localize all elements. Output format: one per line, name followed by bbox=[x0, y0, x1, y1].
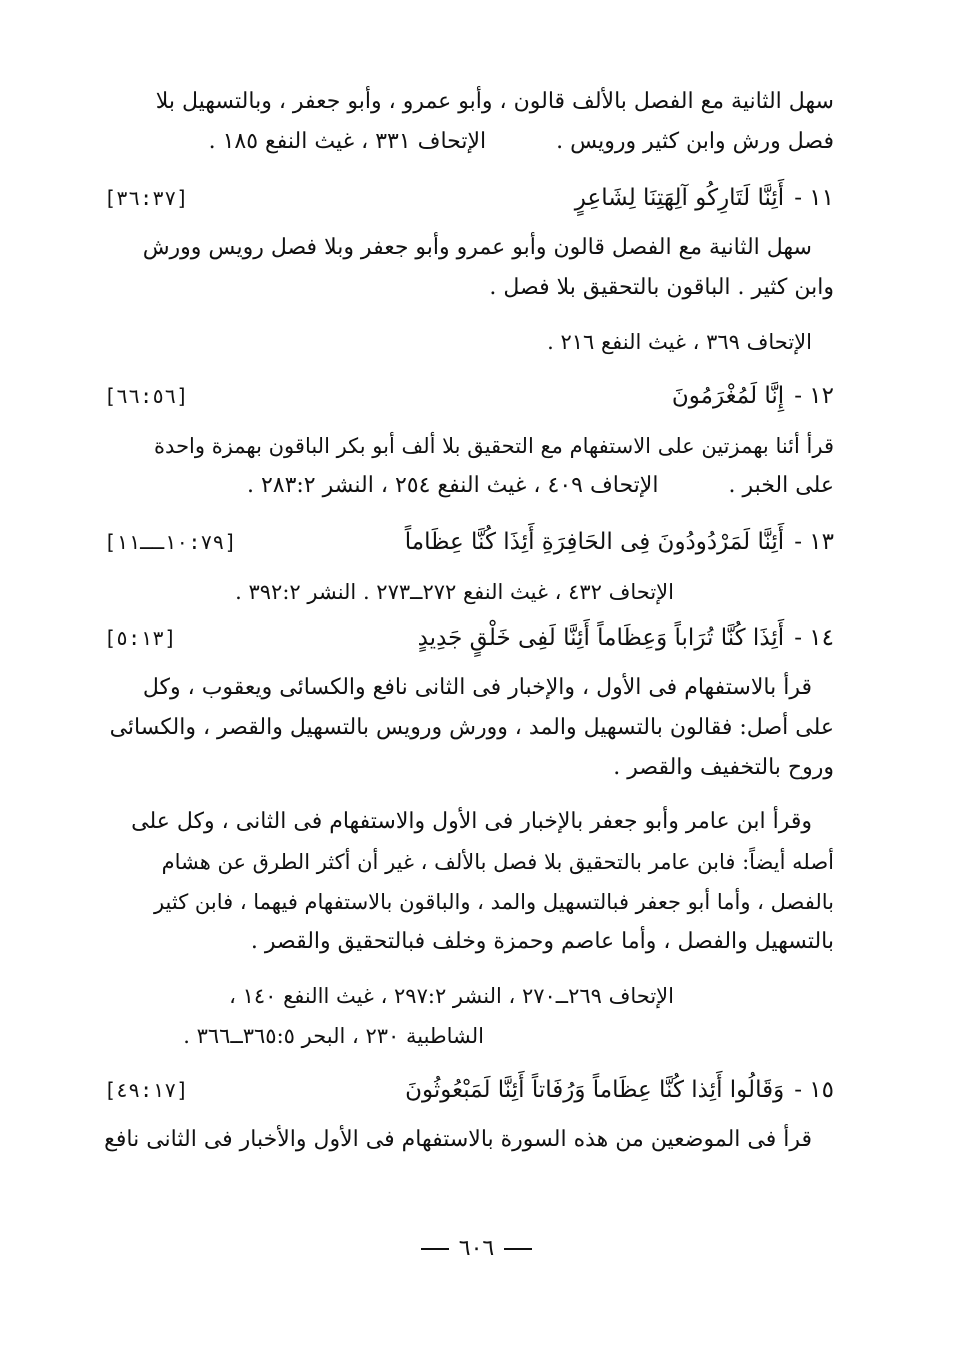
reference-line: الإتحاف ٣٦٩ ، غيث النفع ٢١٦ . bbox=[547, 330, 812, 354]
text-line: بالفصل ، وأما أبو جعفر فبالتسهيل والمد ، والباقون بالاستفهام فيهما ، فابن كثير bbox=[153, 890, 834, 914]
dash-right bbox=[421, 1248, 449, 1250]
page-number: ٦٠٦ bbox=[458, 1236, 495, 1261]
text-line bbox=[104, 466, 834, 506]
paragraph-1 bbox=[104, 82, 834, 162]
verse-number: ١١ - bbox=[794, 185, 834, 211]
verse-text bbox=[405, 520, 834, 564]
verse-number: ١٣ - bbox=[794, 529, 834, 555]
verse-number: ١٤ - bbox=[794, 625, 834, 651]
verse-citation: [٣٦:٣٧] bbox=[104, 186, 189, 210]
verse-arabic: وَقَالُوا أَئِذا كُنَّا عِظَاماً وَرُفَاتاً أَئِنَّا لَمَبْعُوثُونَ bbox=[405, 1077, 785, 1103]
reference-2 bbox=[104, 322, 834, 362]
verse-citation: [١٠:٧٩ــ١١] bbox=[104, 530, 237, 554]
text-line: قرأ بالاستفهام فى الأول ، والإخبار فى الثانى نافع والكسائى ويعقوب ، وكل bbox=[142, 675, 812, 700]
verse-citation: [٦٦:٥٦] bbox=[104, 384, 189, 408]
verse-number: ١٢ - bbox=[794, 383, 834, 409]
page-footer bbox=[0, 1236, 953, 1261]
verse-text bbox=[672, 374, 834, 418]
text-line: وقرأ ابن عامر وأبو جعفر بالإخبار فى الأول والاستفهام فى الثانى ، وكل على bbox=[131, 809, 812, 834]
verse-number: ١٥ - bbox=[794, 1077, 834, 1103]
text-line: قرأ فى الموضعين من هذه السورة بالاستفهام فى الأول والأخبار فى الثانى نافع bbox=[104, 1127, 812, 1152]
reference-3 bbox=[104, 572, 834, 612]
verse-citation: [٥:١٣] bbox=[104, 626, 177, 650]
reference-line: الإتحاف ٢٦٩ــ٢٧٠ ، النشر ٢٩٧:٢ ، غيث االنفع ١٤٠ ، bbox=[229, 984, 674, 1008]
paragraph-2 bbox=[104, 228, 834, 308]
paragraph-4 bbox=[104, 668, 834, 788]
verse-arabic: أَئِذَا كُنَّا تُرَاباً وَعِظَاماً أَئِنَّا لَفِى خَلْقٍ جَدِيدٍ bbox=[417, 625, 785, 651]
reference-line: الشاطبية ٢٣٠ ، البحر ٣٦٥:٥ــ٣٦٦ . bbox=[183, 1024, 484, 1048]
text-line: سهل الثانية مع الفصل قالون وأبو عمرو وأبو جعفر وبلا فصل رويس وورش bbox=[142, 235, 812, 260]
text-line: قرأ أئنا بهمزتين على الاستفهام مع التحقيق بلا ألف أبو بكر الباقون بهمزة واحدة bbox=[154, 434, 834, 458]
text-line: وابن كثير . الباقون بالتحقيق بلا فصل . bbox=[489, 275, 834, 300]
verse-13 bbox=[104, 520, 834, 564]
text-span: فصل ورش وابن كثير ورويس . bbox=[556, 129, 834, 154]
verse-15 bbox=[104, 1068, 834, 1112]
text-line: سهل الثانية مع الفصل بالألف قالون ، وأبو عمرو ، وأبو جعفر ، وبالتسهيل بلا bbox=[155, 89, 834, 114]
verse-citation: [٤٩:١٧] bbox=[104, 1078, 189, 1102]
text-line: أصله أيضاً: فابن عامر بالتحقيق بلا فصل بالألف ، غير أن أكثر الطرق عن هشام bbox=[161, 850, 834, 874]
verse-12 bbox=[104, 374, 834, 418]
verse-11 bbox=[104, 176, 834, 220]
page-body bbox=[104, 82, 834, 1174]
verse-text bbox=[418, 616, 834, 660]
text-line: على أصل: فقالون بالتسهيل والمد ، وورش ورويس بالتسهيل والقصر ، والكسائى bbox=[109, 715, 834, 740]
reference-line: الإتحاف ٤٣٢ ، غيث النفع ٢٧٢ــ٢٧٣ . النشر ٣٩٢:٢ . bbox=[235, 580, 674, 604]
verse-arabic: أَئِنَّا لَمَرْدُودُونَ فِى الحَافِرَةِ أَئِذَا كُنَّا عِظَاماً bbox=[404, 529, 785, 555]
verse-text bbox=[575, 176, 834, 220]
reference-span: الإتحاف ٣٣١ ، غيث النفع ١٨٥ . bbox=[208, 129, 487, 154]
paragraph-5 bbox=[104, 802, 834, 962]
verse-arabic: إِنَّا لَمُغْرَمُونَ bbox=[671, 383, 785, 409]
text-line: وروح بالتخفيف والقصر . bbox=[613, 755, 834, 780]
reference-5 bbox=[104, 976, 834, 1056]
verse-arabic: أَئِنَّا لَتَارِكُو آلِهَتِنَا لِشَاعِرٍ bbox=[574, 185, 785, 211]
paragraph-3 bbox=[104, 426, 834, 506]
reference-span: الإتحاف ٤٠٩ ، غيث النفع ٢٥٤ ، النشر ٢٨٣:٢ . bbox=[246, 473, 659, 498]
text-line bbox=[104, 122, 834, 162]
text-span: على الخبر . bbox=[728, 473, 834, 498]
text-line: بالتسهيل والفصل ، وأما عاصم وحمزة وخلف فبالتحقيق والقصر . bbox=[250, 929, 834, 954]
paragraph-6 bbox=[104, 1120, 834, 1160]
verse-text bbox=[405, 1068, 834, 1112]
verse-14 bbox=[104, 616, 834, 660]
dash-left bbox=[504, 1248, 532, 1250]
